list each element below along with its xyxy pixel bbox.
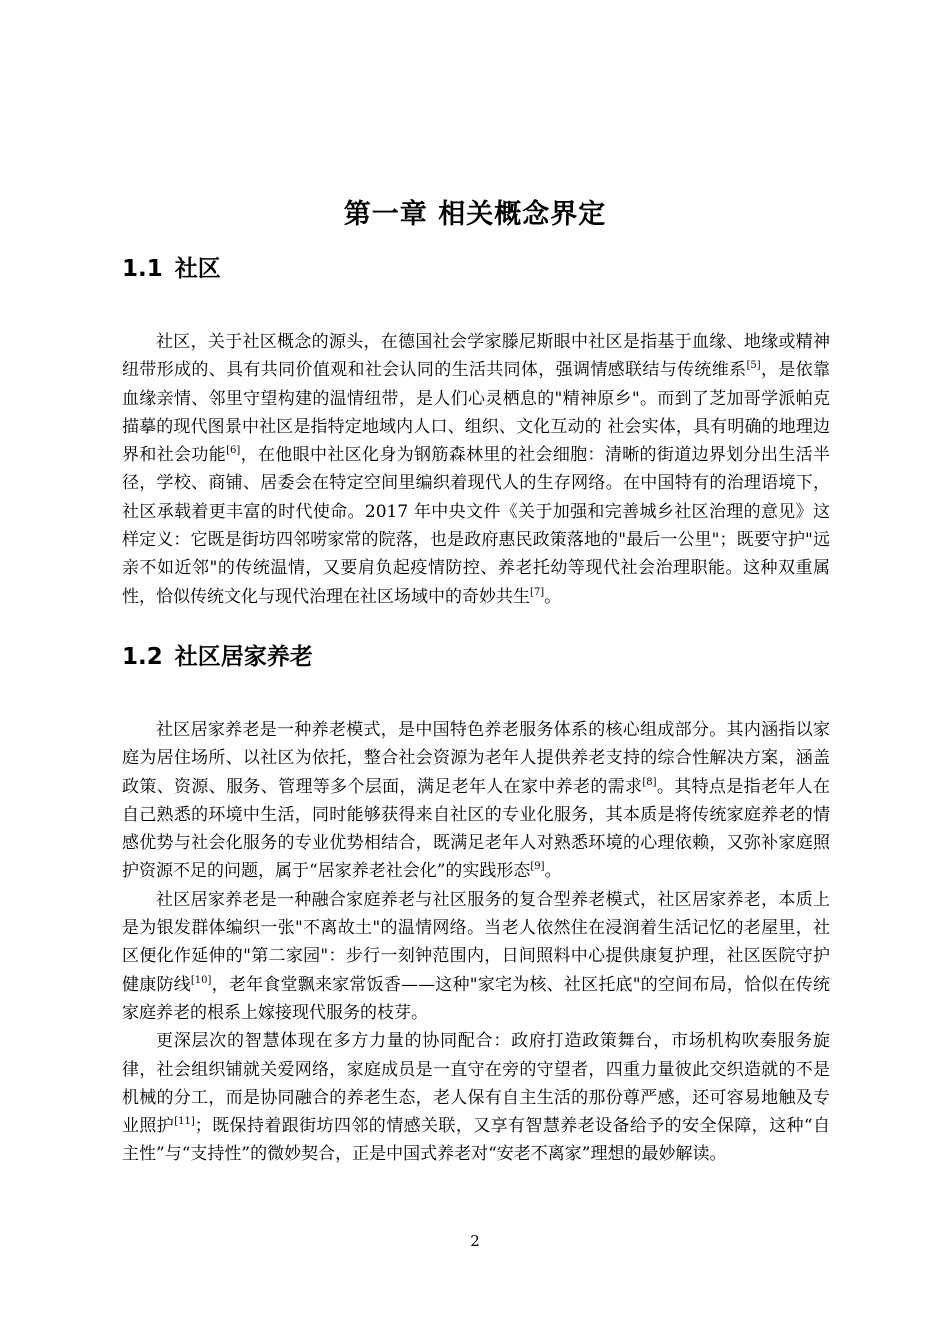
paragraph (122, 1027, 830, 1168)
paragraph-text: 更深层次的智慧体现在多方力量的协同配合：政府打造政策舞台，市场机构吹奏服务旋律，社会组织铺就关爱网络，家庭成员是一直守在旁的守望者，四重力量彼此交织造就的不是机械的分工，而是协同融合的养老生态，老人保有自主生活的那份尊严感，还可容易地触及专业照护 (122, 1031, 830, 1137)
section-number: 1.2 (122, 644, 163, 670)
citation-ref: [10] (190, 974, 212, 986)
section-community (122, 252, 830, 611)
page-number: 2 (470, 1232, 480, 1250)
paragraph-text: ，在他眼中社区化身为钢筋森林里的社会细胞：清晰的街道边界划分出生活半径，学校、商铺、居委会在特定空间里编织着现代人的生存网络。在中国特有的治理语境下，社区承载着更丰富的时代使命。2017 年中央文件《关于加强和完善城乡社区治理的意见》这样定义：它既是街坊四邻唠家常的院落，也是政府惠民政策落地的"最后一公里"；既要守护"远亲不如近邻"的传统温情，又要肩负起疫情防控、养老托幼等现代社会治理职能。这种双重属性，恰似传统文化与现代治理在社区场域中的奇妙共生 (122, 445, 831, 607)
paragraph (122, 886, 830, 1027)
paragraph-text: 社区居家养老是一种养老模式，是中国特色养老服务体系的核心组成部分。其内涵指以家庭为居住场所、以社区为依托，整合社会资源为老年人提供养老支持的综合性解决方案，涵盖政策、资源、服务、管理等多个层面，满足老年人在家中养老的需求 (122, 720, 830, 797)
paragraph-text: 。其特点是指老年人在自己熟悉的环境中生活，同时能够获得来自社区的专业化服务，其本质是将传统家庭养老的情感优势与社会化服务的专业优势相结合，既满足老年人对熟悉环境的心理依赖，又弥补家庭照护资源不足的问题，属于“居家养老社会化”的实践形态 (122, 776, 831, 882)
section-community-home-care (122, 640, 830, 1169)
section-title: 社区 (174, 256, 221, 282)
citation-ref: [5] (746, 360, 761, 372)
citation-ref: [8] (642, 776, 657, 788)
citation-ref: [11] (174, 1116, 195, 1128)
paragraph-text: ，是依靠血缘亲情、邻里守望构建的温情纽带，是人们心灵栖息的"精神原乡"。而到了芝加哥学派帕克描摹的现代图景中社区是指特定地域内人口、组织、文化互动的 社会实体，具有明确的地理边界和社会功能 (122, 360, 831, 466)
paragraph (122, 328, 830, 611)
section-heading (122, 252, 830, 286)
paragraph-text: 社区居家养老是一种融合家庭养老与社区服务的复合型养老模式，社区居家养老，本质上是为银发群体编织一张"不离故土"的温情网络。当老人依然住在浸润着生活记忆的老屋里，社区便化作延伸的"第二家园"：步行一刻钟范围内，日间照料中心提供康复护理，社区医院守护健康防线 (122, 889, 830, 995)
paragraph (122, 716, 830, 886)
chapter-title: 第一章 相关概念界定 (343, 199, 607, 230)
paragraph-text: 社区，关于社区概念的源头，在德国社会学家滕尼斯眼中社区是指基于血缘、地缘或精神纽带形成的、具有共同价值观和社会认同的生活共同体，强调情感联结与传统维系 (122, 332, 830, 381)
citation-ref: [9] (530, 861, 545, 873)
section-number: 1.1 (122, 256, 163, 282)
citation-ref: [7] (530, 586, 545, 598)
paragraph-text: ，老年食堂飘来家常饭香——这种"家宅为核、社区托底"的空间布局，恰似在传统家庭养老的根系上嫁接现代服务的枝芽。 (122, 974, 831, 1023)
paragraph-text: ；既保持着跟街坊四邻的情感关联，又享有智慧养老设备给予的安全保障，这种“自主性”与“支持性”的微妙契合，正是中国式养老对“安老不离家”理想的最妙解读。 (122, 1116, 830, 1165)
paragraph-text: 。 (544, 586, 562, 607)
paragraph-text: 。 (544, 861, 562, 882)
section-heading (122, 640, 830, 674)
section-title: 社区居家养老 (174, 644, 313, 670)
citation-ref: [6] (226, 445, 241, 457)
